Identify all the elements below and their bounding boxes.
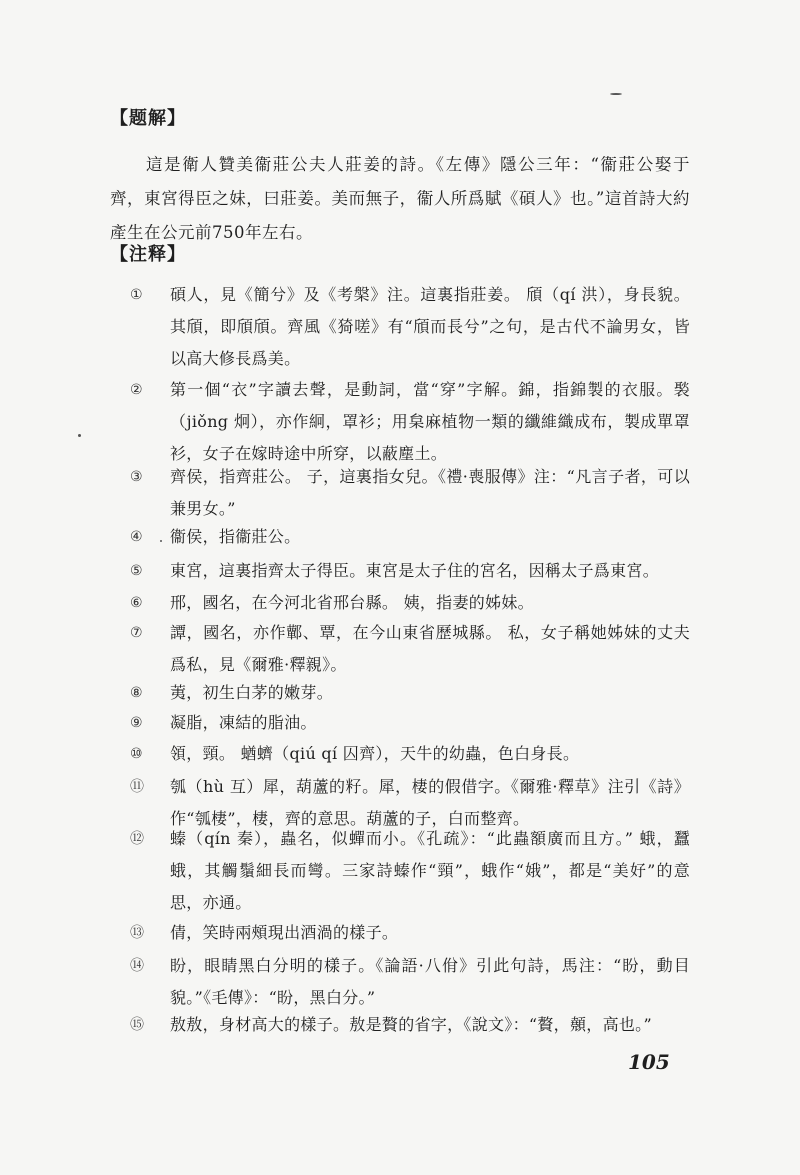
note-number: ⑦ [130, 625, 143, 641]
explanation-heading: 【题解】 [110, 108, 186, 129]
note-number: ⑭ [130, 958, 144, 974]
note-text: 凝脂，凍結的脂油。 [170, 713, 317, 732]
note-text: 東宮，這裏指齊太子得臣。東宮是太子住的宮名，因稱太子爲東宮。 [170, 561, 660, 580]
scan-speck [78, 434, 81, 437]
note-number: ③ [130, 469, 143, 485]
note-text: 螓（qín 秦），蟲名，似蟬而小。《孔疏》：“此蟲額廣而且方。” 蛾，蠶蛾，其觸鬚細長而彎。三家詩螓作“頸”，蛾作“娥”，都是“美好”的意思，亦通。 [170, 829, 690, 912]
note-text: 衞侯，指衞莊公。 [170, 527, 301, 546]
note-number: ⑬ [130, 925, 144, 941]
page-number: 105 [628, 1050, 670, 1074]
note-number: ⑮ [130, 1017, 144, 1033]
notes-heading: 【注释】 [110, 244, 186, 265]
scan-speck [160, 540, 162, 542]
note-number: ⑩ [130, 746, 143, 762]
note-text: 碩人，見《簡兮》及《考槃》注。這裏指莊姜。 頎（qí 洪），身長貌。其頎，即頎頎。齊風《猗嗟》有“頎而長兮”之句，是古代不論男女，皆以高大修長爲美。 [170, 285, 690, 368]
note-text: 齊侯，指齊莊公。 子，這裏指女兒。《禮·喪服傳》注：“凡言子者，可以兼男女。” [170, 467, 690, 518]
note-number: ⑫ [130, 831, 144, 847]
scan-speck [610, 93, 622, 95]
note-number: ⑧ [130, 685, 143, 701]
note-number: ⑤ [130, 563, 143, 579]
note-text: 倩，笑時兩頰現出酒渦的樣子。 [170, 923, 399, 942]
note-text: 領，頸。 蝤蠐（qiú qí 囚齊），天牛的幼蟲，色白身長。 [170, 744, 580, 763]
note-text: 第一個“衣”字讀去聲，是動詞，當“穿”字解。錦，指錦製的衣服。褧（jiǒng 炯），亦作絅，罩衫；用枲麻植物一類的纖維織成布，製成單罩衫，女子在嫁時途中所穿，以蔽塵土。 [170, 380, 690, 463]
intro-paragraph: 這是衛人贊美衞莊公夫人莊姜的詩。《左傳》隱公三年：“衞莊公娶于齊，東宮得臣之妹，曰莊姜。美而無子，衞人所爲賦《碩人》也。”這首詩大約產生在公元前750年左右。 [110, 155, 690, 242]
note-number: ⑪ [130, 779, 144, 795]
note-text: 邢，國名，在今河北省邢台縣。 姨，指妻的姊妹。 [170, 593, 534, 612]
note-text: 瓠（hù 互）犀，葫蘆的籽。犀，棲的假借字。《爾雅·釋草》注引《詩》作“瓠棲”，棲，齊的意思。葫蘆的子，白而整齊。 [170, 777, 690, 828]
note-number: ① [130, 287, 143, 303]
note-text: 譚，國名，亦作鄿、覃，在今山東省歷城縣。 私，女子稱她姊妹的丈夫爲私，見《爾雅·釋親》。 [170, 623, 690, 674]
note-number: ② [130, 382, 143, 398]
note-number: ⑨ [130, 715, 143, 731]
note-text: 荑，初生白茅的嫩芽。 [170, 683, 334, 702]
note-text: 敖敖，身材高大的樣子。敖是贅的省字，《說文》：“贅，顤，高也。” [170, 1015, 652, 1034]
note-number: ⑥ [130, 595, 143, 611]
note-number: ④ [130, 529, 143, 545]
note-text: 盼，眼睛黑白分明的樣子。《論語·八佾》引此句詩，馬注：“盼，動目貌。”《毛傳》：“盼，黑白分。” [170, 956, 690, 1007]
